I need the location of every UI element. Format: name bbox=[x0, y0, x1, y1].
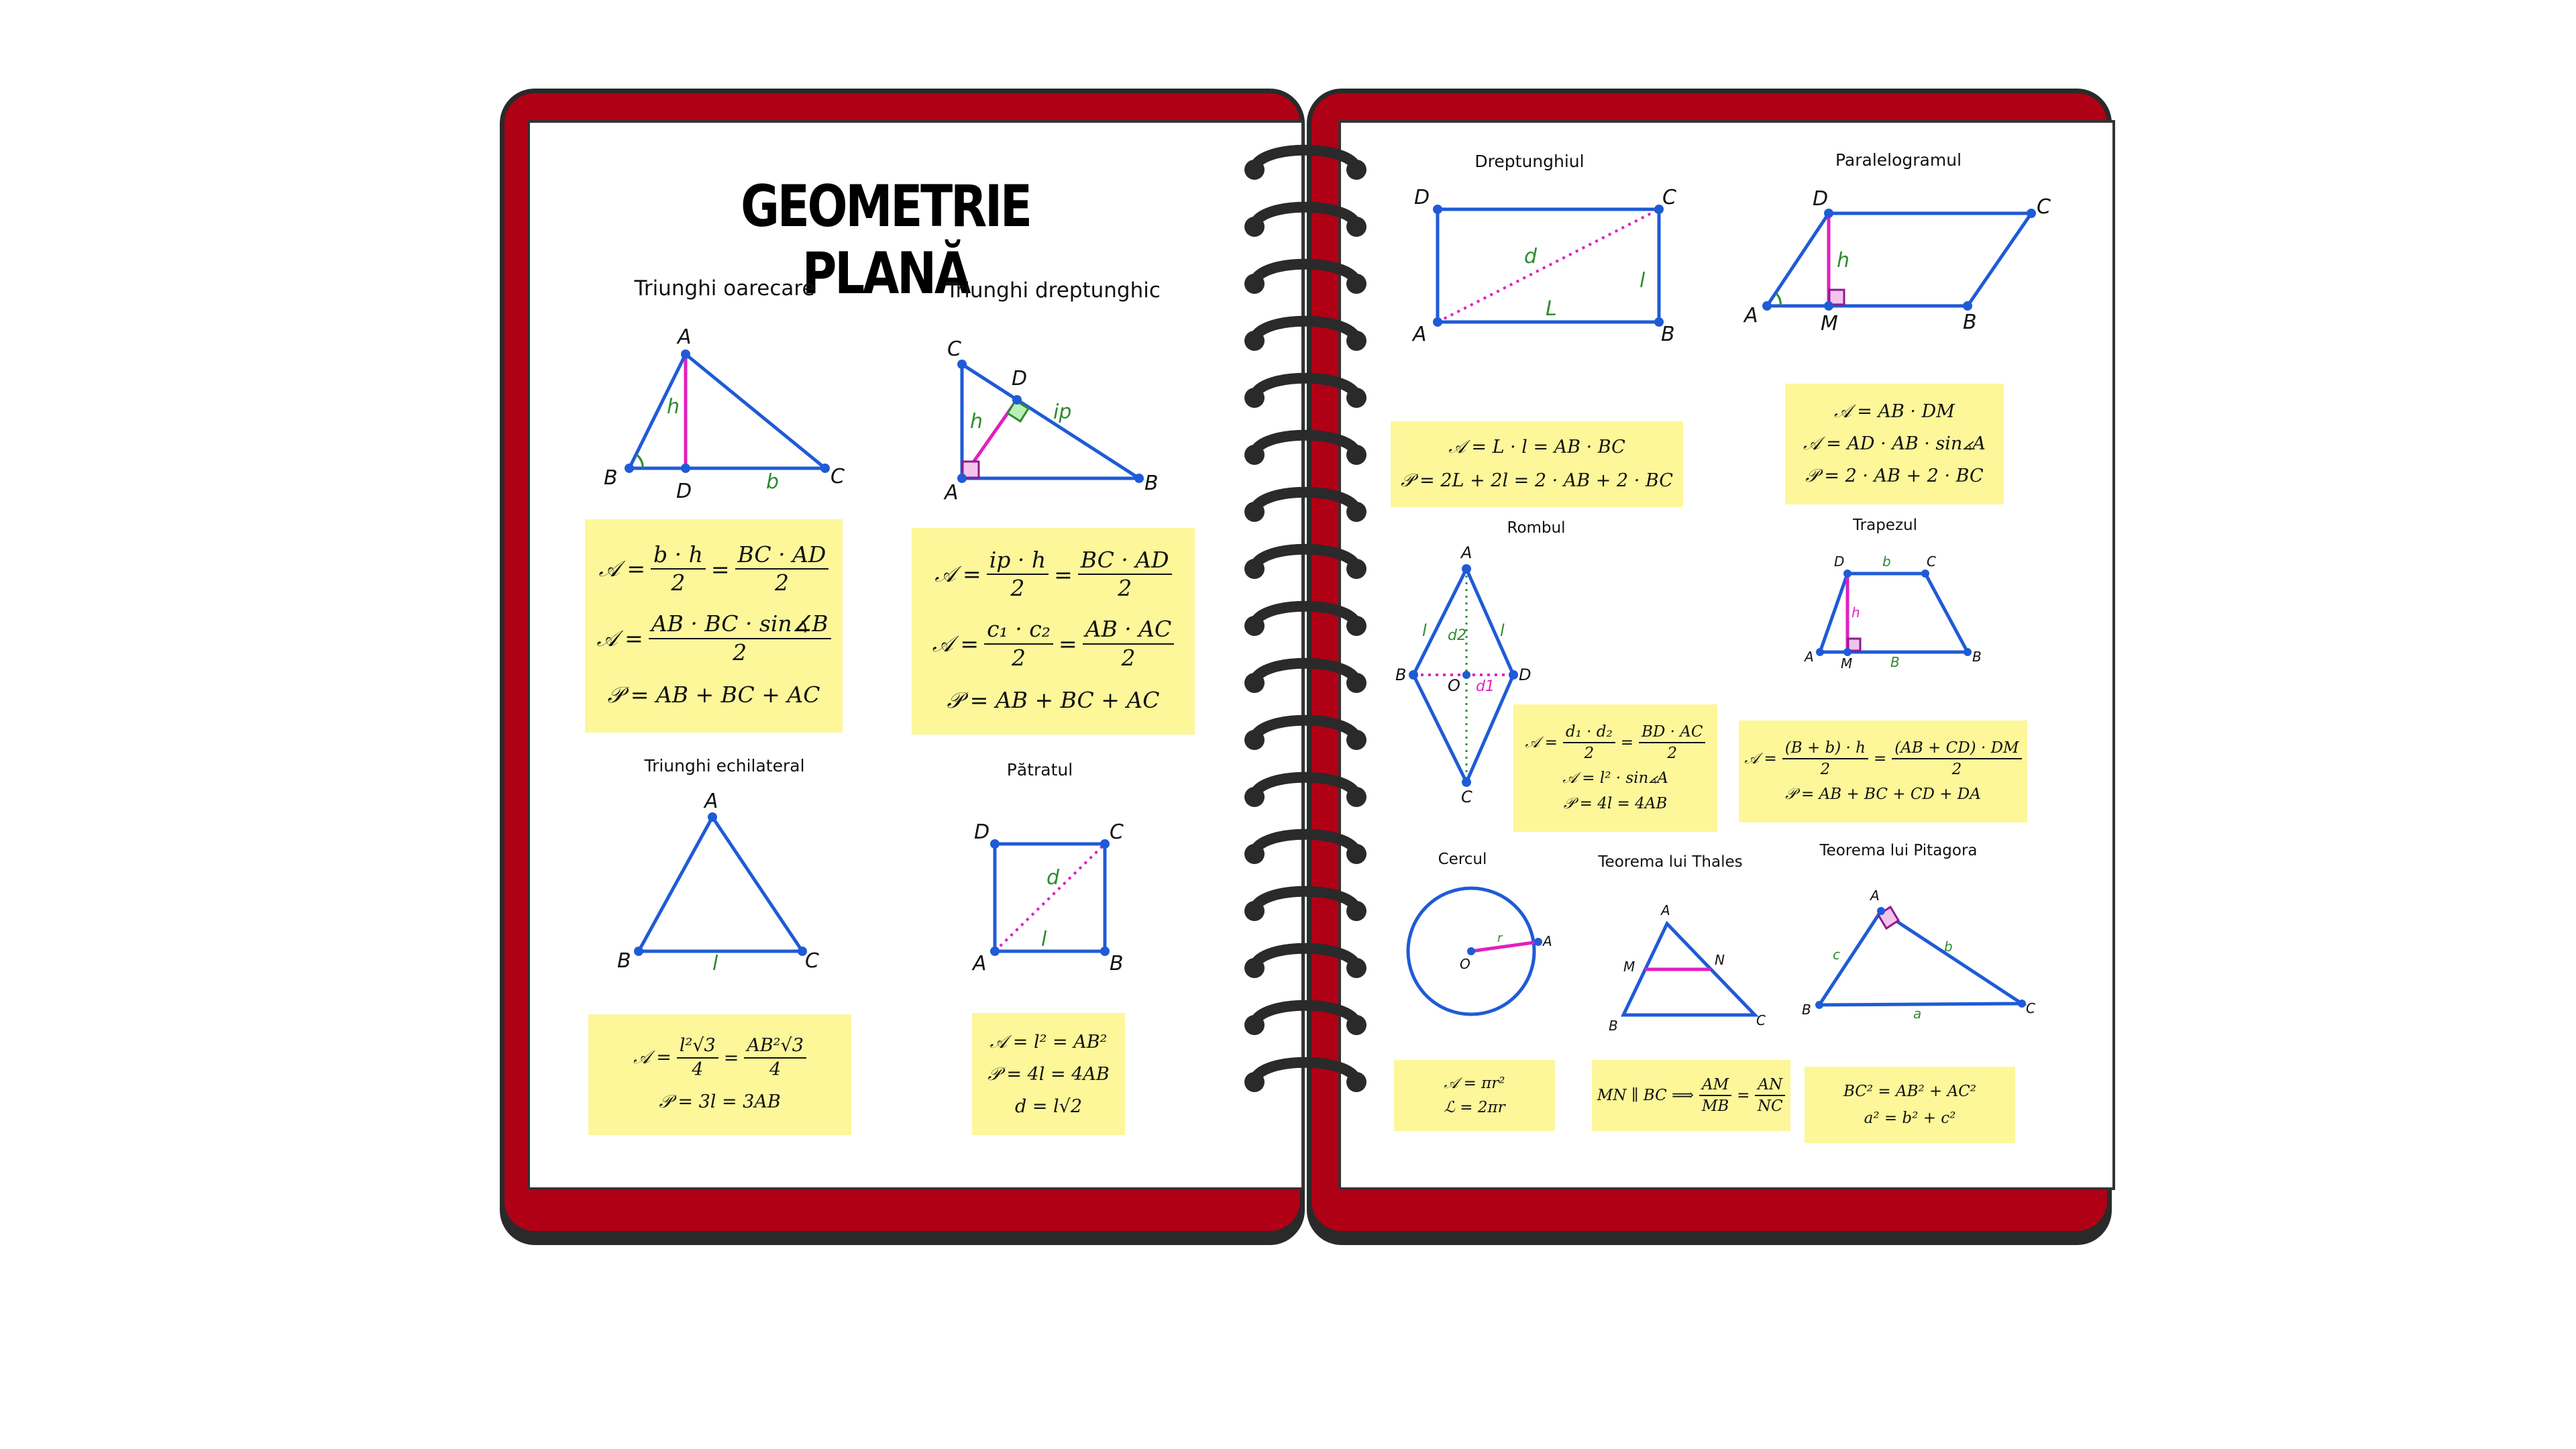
rect-mark-L: L bbox=[1546, 297, 1557, 321]
note-patratul: 𝒜 = l² = AB² 𝒫 = 4l = 4AB d = l√2 bbox=[972, 1013, 1125, 1135]
tri-gen-mark-b: b bbox=[766, 470, 780, 494]
tri-eq-point-b: B bbox=[617, 949, 631, 973]
tri-gen-point-c: C bbox=[830, 465, 845, 488]
thales-figure bbox=[1609, 902, 1766, 1034]
thales-point-c: C bbox=[1756, 1012, 1766, 1028]
triangle-right-figure bbox=[943, 337, 1159, 504]
rect-mark-d: d bbox=[1524, 245, 1538, 268]
label-cercul: Cercul bbox=[1438, 851, 1487, 868]
pyth-mark-c: c bbox=[1833, 947, 1840, 963]
tri-right-mark-h: h bbox=[970, 410, 983, 433]
trap-point-a: A bbox=[1805, 649, 1814, 665]
note-triunghi-oarecare: 𝒜 = $\frac{b \cdot h}{2}$ = $\frac{BC \cdot AD}{2}$ 𝒜 = $\frac{AB \cdot BC \cdot \sin∡B}{2}$ 𝒫 = AB + BC + AC bbox=[585, 519, 843, 733]
square-point-a: A bbox=[973, 952, 987, 975]
label-triunghi-oarecare: Triunghi oarecare bbox=[634, 276, 815, 301]
rhombus-mark-l1: l bbox=[1422, 621, 1427, 640]
label-patratul: Pătratul bbox=[1006, 760, 1073, 780]
tri-gen-point-d: D bbox=[676, 480, 692, 503]
square-point-d: D bbox=[974, 820, 990, 844]
tri-right-mark-ip: ip bbox=[1053, 400, 1072, 424]
trap-mark-b: b bbox=[1882, 553, 1891, 570]
rhombus-point-a: A bbox=[1461, 543, 1472, 562]
rect-point-c: C bbox=[1662, 186, 1676, 209]
rect-point-d: D bbox=[1414, 186, 1430, 209]
thales-point-m: M bbox=[1623, 959, 1635, 975]
rectangle-figure bbox=[1411, 186, 1676, 346]
circle-figure bbox=[1408, 888, 1552, 1014]
trap-mark-B: B bbox=[1890, 654, 1900, 670]
circle-mark-r: r bbox=[1497, 931, 1503, 945]
rhombus-point-c: C bbox=[1461, 788, 1472, 806]
note-paralelogramul: 𝒜 = AB · DM 𝒜 = AD · AB · sin∡A 𝒫 = 2 · AB + 2 · BC bbox=[1785, 384, 2004, 504]
note-triunghi-dreptunghic: 𝒜 = $\frac{ip \cdot h}{2}$ = $\frac{BC \cdot AD}{2}$ 𝒜 = $\frac{\text{c₁ · c₂}}{2}$ = $\frac{AB \cdot AC}{2}$ 𝒫 = AB + BC + AC bbox=[912, 528, 1195, 735]
para-point-a: A bbox=[1744, 304, 1758, 327]
note-trapezul: 𝒜 = $\frac{(B + b) \cdot h}{2}$ = $\frac{(AB + CD) \cdot DM}{2}$ 𝒫 = AB + BC + CD + DA bbox=[1739, 720, 2027, 822]
note-dreptunghiul: 𝒜 = L · l = AB · BC 𝒫 = 2L + 2l = 2 · AB + 2 · BC bbox=[1391, 421, 1683, 507]
circle-point-o: O bbox=[1460, 956, 1470, 972]
trapezoid-figure bbox=[1803, 553, 1982, 672]
tri-eq-point-a: A bbox=[704, 790, 718, 813]
note-cercul: 𝒜 = πr² ℒ = 2πr bbox=[1394, 1060, 1555, 1131]
trap-mark-h: h bbox=[1851, 604, 1860, 621]
tri-right-point-d: D bbox=[1012, 367, 1028, 390]
tri-eq-point-c: C bbox=[805, 949, 819, 973]
label-trapezul: Trapezul bbox=[1852, 517, 1917, 534]
tri-eq-mark-l: l bbox=[712, 952, 718, 975]
thales-point-n: N bbox=[1715, 952, 1725, 968]
pyth-point-c: C bbox=[2026, 1000, 2035, 1016]
trap-point-m: M bbox=[1841, 655, 1853, 672]
square-mark-l: l bbox=[1041, 928, 1047, 951]
angle-b-arc bbox=[637, 455, 643, 468]
trap-point-c: C bbox=[1927, 553, 1936, 570]
square-point-b: B bbox=[1110, 952, 1124, 975]
rhombus-point-d: D bbox=[1519, 665, 1532, 684]
rhombus-figure bbox=[1395, 543, 1531, 806]
trap-point-b: B bbox=[1972, 649, 1982, 665]
tri-right-point-b: B bbox=[1144, 472, 1159, 495]
square-figure bbox=[971, 820, 1124, 975]
para-mark-h: h bbox=[1837, 249, 1850, 272]
label-paralelogramul: Paralelogramul bbox=[1835, 150, 1962, 170]
thales-point-a: A bbox=[1661, 902, 1670, 918]
rhombus-point-b: B bbox=[1395, 665, 1407, 684]
note-triunghi-echilateral: 𝒜 = $\frac{\text{l²√3}}{4}$ = $\frac{\text{AB²√3}}{4}$ 𝒫 = 3l = 3AB bbox=[588, 1014, 851, 1135]
rhombus-mark-l2: l bbox=[1500, 621, 1505, 640]
pyth-point-b: B bbox=[1802, 1002, 1811, 1018]
rhombus-mark-d2: d2 bbox=[1448, 627, 1466, 644]
square-mark-d: d bbox=[1046, 866, 1060, 890]
rhombus-point-o: O bbox=[1448, 676, 1460, 695]
circle-point-a: A bbox=[1543, 933, 1552, 949]
square-point-c: C bbox=[1110, 820, 1124, 844]
rect-point-a: A bbox=[1413, 323, 1427, 346]
parallelogram-figure bbox=[1743, 187, 2051, 335]
label-thales: Teorema lui Thales bbox=[1598, 853, 1743, 871]
trap-point-d: D bbox=[1834, 553, 1845, 570]
note-thales: MN ∥ BC ⟹ $\frac{AM}{MB}$ = $\frac{AN}{NC}$ bbox=[1592, 1060, 1790, 1131]
note-pitagora: BC² = AB² + AC² a² = b² + c² bbox=[1805, 1067, 2015, 1143]
para-point-b: B bbox=[1963, 311, 1977, 334]
tri-gen-mark-h: h bbox=[667, 395, 680, 419]
tri-gen-point-b: B bbox=[604, 466, 618, 490]
page-title: GEOMETRIE PLANĂ bbox=[741, 173, 1030, 307]
rect-point-b: B bbox=[1661, 323, 1675, 346]
rhombus-mark-d1: d1 bbox=[1476, 678, 1495, 695]
triangle-equilateral-figure bbox=[617, 790, 819, 975]
triangle-general-figure bbox=[604, 325, 845, 503]
pyth-mark-a: a bbox=[1913, 1006, 1922, 1022]
para-point-d: D bbox=[1813, 187, 1829, 211]
rect-mark-l: l bbox=[1640, 269, 1646, 292]
pyth-point-a: A bbox=[1870, 888, 1880, 904]
tri-right-point-c: C bbox=[947, 337, 961, 361]
tri-right-point-a: A bbox=[945, 481, 959, 504]
para-point-m: M bbox=[1821, 312, 1838, 335]
label-rombul: Rombul bbox=[1507, 519, 1566, 537]
label-triunghi-echilateral: Triunghi echilateral bbox=[644, 756, 805, 775]
thales-point-b: B bbox=[1609, 1018, 1618, 1034]
label-dreptunghiul: Dreptunghiul bbox=[1474, 152, 1585, 171]
pythagoras-figure bbox=[1802, 888, 2035, 1022]
triangle-general-sides bbox=[629, 354, 825, 468]
label-pitagora: Teorema lui Pitagora bbox=[1819, 842, 1978, 859]
note-rombul: 𝒜 = $\frac{\text{d₁ · d₂}}{2}$ = $\frac{BD \cdot AC}{2}$ 𝒜 = l² · sin∡A 𝒫 = 4l = 4AB bbox=[1513, 704, 1717, 832]
label-triunghi-dreptunghic: Triunghi dreptunghic bbox=[946, 278, 1161, 303]
tri-gen-point-a: A bbox=[678, 325, 692, 349]
para-point-c: C bbox=[2037, 195, 2051, 219]
pyth-mark-b: b bbox=[1944, 938, 1953, 955]
